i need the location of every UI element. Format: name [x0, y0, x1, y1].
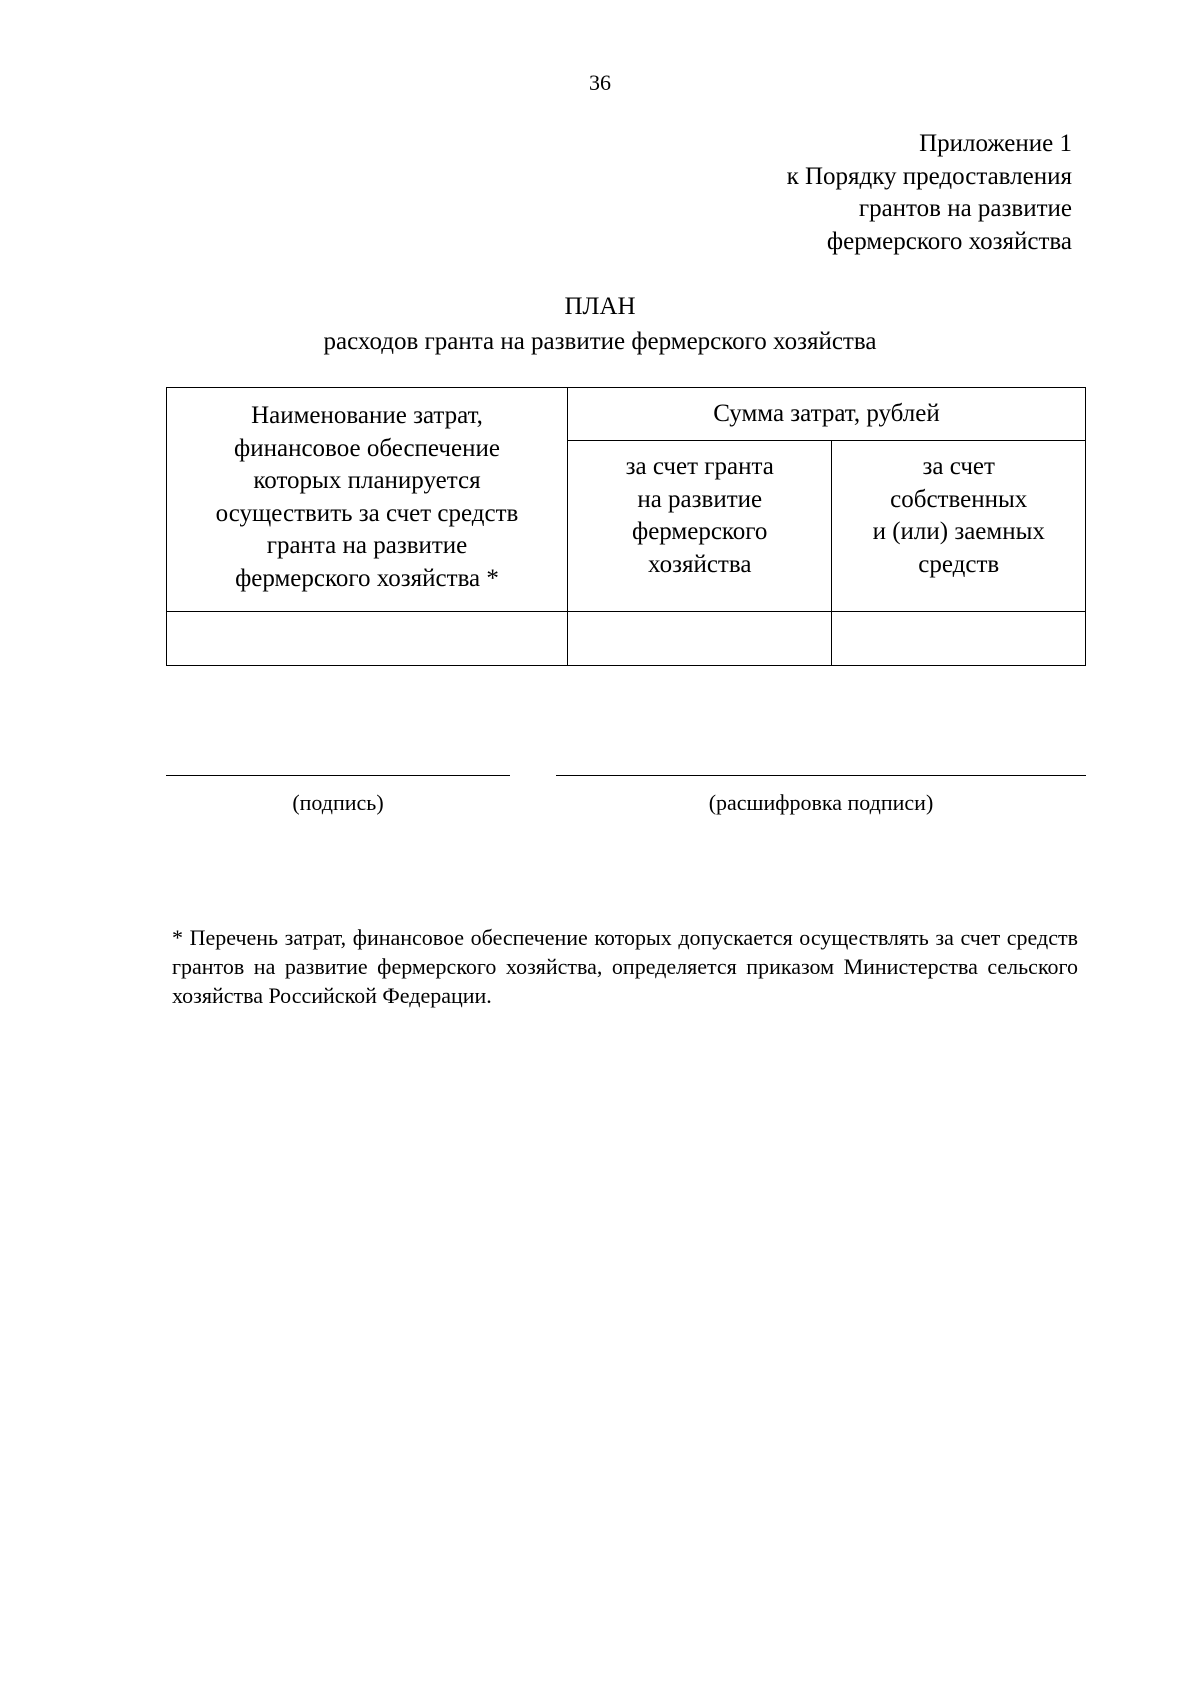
- table-cell-grant-amount: [567, 612, 831, 666]
- table-cell-cost-name: [167, 612, 568, 666]
- document-title: ПЛАН: [564, 293, 636, 320]
- header-line: Наименование затрат,: [251, 402, 483, 429]
- header-line: фермерского хозяйства *: [235, 564, 499, 592]
- page-number: 36: [589, 70, 611, 95]
- header-cost-name: [167, 388, 568, 612]
- header-line: финансовое обеспечение: [234, 434, 500, 462]
- header-line: средств: [918, 550, 1000, 578]
- document-subtitle: расходов гранта на развитие фермерского хозяйства: [323, 328, 877, 355]
- header-line: собственных: [890, 485, 1028, 513]
- header-own-funds: [832, 441, 1086, 612]
- header-line: гранта на развитие: [266, 532, 468, 559]
- appendix-line: к Порядку предоставления: [786, 162, 1072, 190]
- header-line: за счет гранта: [625, 453, 774, 480]
- header-line: осуществить за счет средств: [215, 499, 519, 527]
- signature-label: (подпись): [292, 790, 384, 815]
- header-line: хозяйства: [648, 550, 752, 578]
- signature-transcript-line: [556, 775, 1086, 776]
- expense-plan-table: [166, 387, 1086, 666]
- footnote: * Перечень затрат, финансовое обеспечение которых допускается осуществлять за счет средств грантов на развитие фермерского хозяйства, определяется приказом Министерства сельского хозяйства Российской Федерации.: [172, 925, 1078, 1008]
- appendix-reference: [787, 128, 1072, 258]
- appendix-line: фермерского хозяйства: [826, 227, 1072, 255]
- header-line: которых планируется: [253, 467, 481, 494]
- signature-line: [166, 775, 510, 776]
- table-cell-own-amount: [832, 612, 1086, 666]
- signature-transcript-label: (расшифровка подписи): [708, 790, 934, 815]
- table-row: [167, 612, 1086, 666]
- appendix-line: грантов на развитие: [858, 195, 1072, 222]
- header-line: и (или) заемных: [872, 518, 1045, 545]
- header-grant-funds: [567, 441, 831, 612]
- header-line: за счет: [922, 453, 995, 480]
- header-line: фермерского: [632, 518, 768, 545]
- header-line: на развитие: [637, 485, 763, 513]
- appendix-line: Приложение 1: [919, 130, 1072, 157]
- header-cost-sum: Сумма затрат, рублей: [567, 388, 1085, 441]
